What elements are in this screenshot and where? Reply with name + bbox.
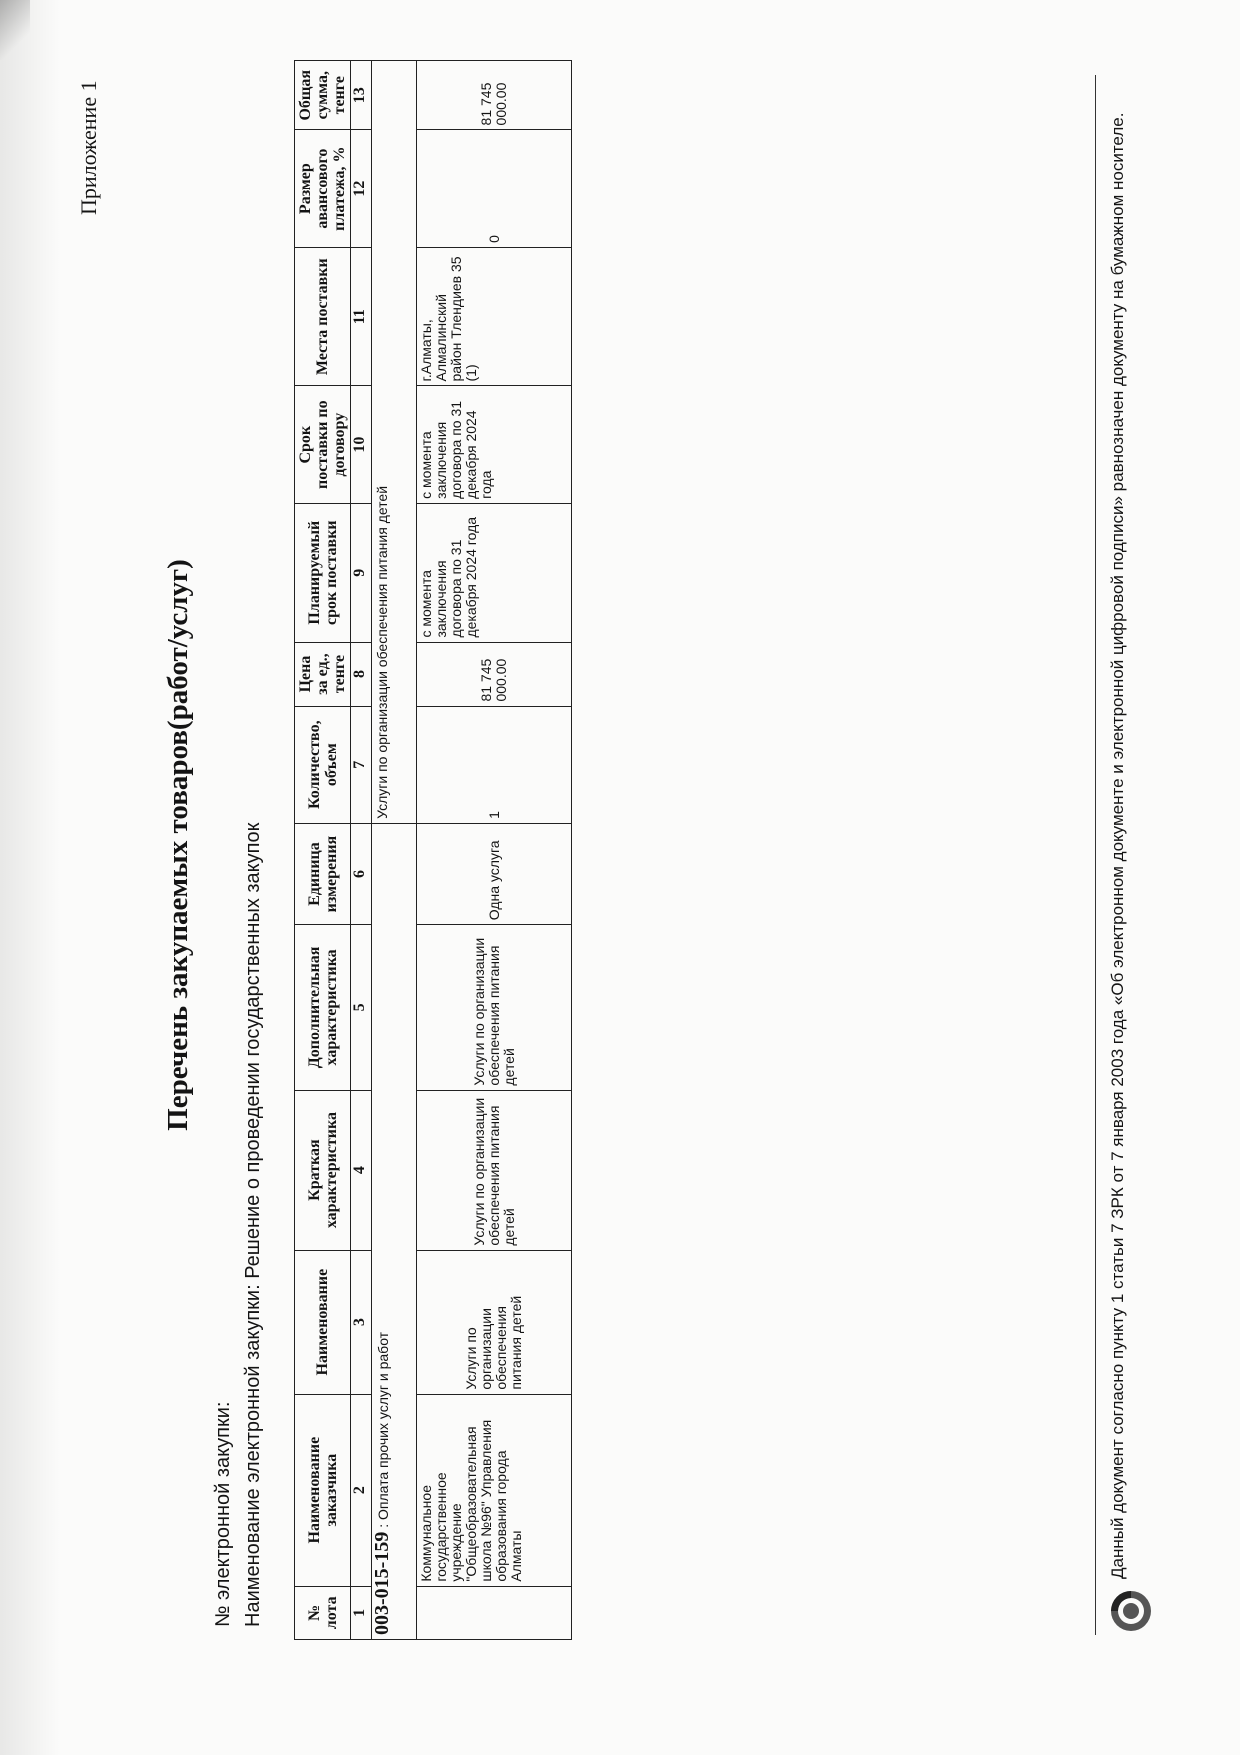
footer-legal-note: Данный документ согласно пункту 1 статьи 7 ЗРК от 7 января 2003 года «Об электронном документе и электронной цифровой подписи» равнозначен документу на бумажном носителе. xyxy=(1108,112,1127,1579)
procurement-items-table xyxy=(294,60,572,1640)
header-short-desc: Краткая характеристика xyxy=(295,1090,351,1250)
column-number: 2 xyxy=(351,1394,372,1586)
cell-contract-delivery: с момента заключения договора по 31 декабря 2024 года xyxy=(417,386,572,503)
column-number: 5 xyxy=(351,925,372,1090)
cell-unit-price: 81 745 000.00 xyxy=(417,642,572,706)
header-customer: Наименование заказчика xyxy=(295,1394,351,1586)
section-description: Услуги по организации обеспечения питания детей xyxy=(372,61,417,824)
header-advance: Размер авансового платежа, % xyxy=(295,130,351,247)
header-lot: № лота xyxy=(295,1586,351,1639)
column-number: 11 xyxy=(351,247,372,386)
header-unit: Единица измерения xyxy=(295,823,351,924)
procurement-number-label: № электронной закупки: xyxy=(212,1401,234,1627)
cell-short-desc: Услуги по организации обеспечения питания детей xyxy=(417,1090,572,1250)
column-number: 7 xyxy=(351,706,372,823)
section-code: 003-015-159 xyxy=(371,1531,393,1635)
header-contract-delivery: Срок поставки по договору xyxy=(295,386,351,503)
document-title: Перечень закупаемых товаров(работ/услуг) xyxy=(162,559,194,1131)
section-code-cell xyxy=(372,823,417,1639)
header-name: Наименование xyxy=(295,1250,351,1394)
column-number: 1 xyxy=(351,1586,372,1639)
header-unit-price: Цена за ед., тенге xyxy=(295,642,351,706)
header-quantity: Количество, объем xyxy=(295,706,351,823)
cell-name: Услуги по организации обеспечения питания детей xyxy=(417,1250,572,1394)
header-total: Общая сумма, тенге xyxy=(295,61,351,130)
section-row xyxy=(372,61,417,1640)
header-planned-delivery: Планируемый срок поставки xyxy=(295,503,351,642)
cell-customer: Коммунальное государственное учреждение "Общеобразовательная школа №96" Управления образования города Алматы xyxy=(417,1394,572,1586)
annex-label: Приложение 1 xyxy=(76,80,101,215)
egov-seal-icon xyxy=(1109,1589,1153,1633)
footer-divider xyxy=(1095,75,1096,1635)
column-number: 3 xyxy=(351,1250,372,1394)
cell-unit: Одна услуга xyxy=(417,823,572,924)
table-row xyxy=(417,61,572,1640)
section-code-text: : Оплата прочих услуг и работ xyxy=(375,1331,391,1532)
column-number: 12 xyxy=(351,130,372,247)
column-number: 13 xyxy=(351,61,372,130)
header-extra-desc: Дополнительная характеристика xyxy=(295,925,351,1090)
cell-advance: 0 xyxy=(417,130,572,247)
table-header-row xyxy=(295,61,351,1640)
cell-place: г.Алматы, Алмалинский район Тлендиев 35 (1) xyxy=(417,247,572,386)
cell-extra-desc: Услуги по организации обеспечения питания детей xyxy=(417,925,572,1090)
cell-planned-delivery: с момента заключения договора по 31 декабря 2024 года xyxy=(417,503,572,642)
cell-quantity: 1 xyxy=(417,706,572,823)
column-number: 9 xyxy=(351,503,372,642)
column-numbers-row xyxy=(351,61,372,1640)
column-number: 8 xyxy=(351,642,372,706)
column-number: 6 xyxy=(351,823,372,924)
procurement-name-label: Наименование электронной закупки: Решение о проведении государственных закупок xyxy=(242,822,264,1627)
header-place: Места поставки xyxy=(295,247,351,386)
cell-lot xyxy=(417,1586,572,1639)
cell-total: 81 745 000.00 xyxy=(417,61,572,130)
column-number: 4 xyxy=(351,1090,372,1250)
column-number: 10 xyxy=(351,386,372,503)
